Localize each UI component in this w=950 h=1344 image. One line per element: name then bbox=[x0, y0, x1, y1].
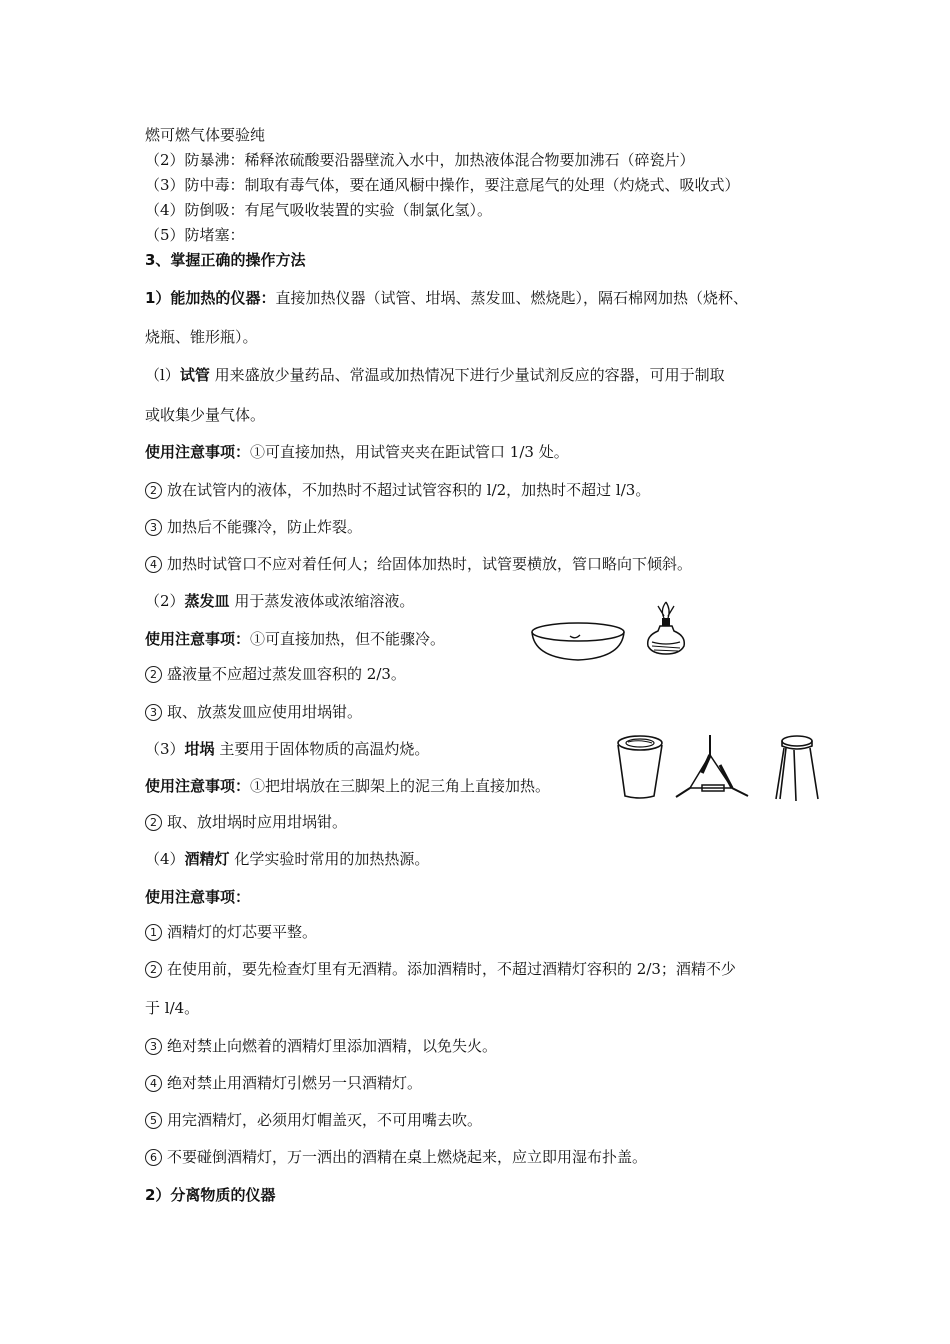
item-desc: 用于蒸发液体或浓缩溶液。 bbox=[229, 592, 415, 610]
note-text: 在使用前，要先检查灯里有无酒精。添加酒精时，不超过酒精灯容积的 2/3；酒精不少 bbox=[167, 960, 736, 978]
paragraph bbox=[145, 287, 748, 309]
note-text: ①可直接加热，但不能骤冷。 bbox=[250, 630, 446, 648]
circled-number: 3 bbox=[145, 1038, 162, 1055]
note-text: 取、放蒸发皿应使用坩埚钳。 bbox=[167, 703, 363, 721]
alcohol-lamp-figure bbox=[640, 598, 692, 656]
item-number: （l） bbox=[145, 366, 180, 384]
note-label: 使用注意事项： bbox=[145, 630, 251, 648]
note-line bbox=[145, 1146, 647, 1168]
item-desc: 主要用于固体物质的高温灼烧。 bbox=[214, 740, 430, 758]
note-text: 加热时试管口不应对着任何人；给固体加热时，试管要横放，管口略向下倾斜。 bbox=[167, 555, 693, 573]
paragraph bbox=[145, 590, 414, 612]
note-line bbox=[145, 921, 317, 943]
note-line bbox=[145, 1035, 497, 1057]
section-heading bbox=[145, 249, 305, 271]
item-name: 坩埚 bbox=[184, 740, 215, 758]
circled-number: 6 bbox=[145, 1149, 162, 1166]
circled-number: 2 bbox=[145, 961, 162, 978]
circled-number: 2 bbox=[145, 482, 162, 499]
text-line: （3）防中毒：制取有毒气体，要在通风橱中操作，要注意尾气的处理（灼烧式、吸收式） bbox=[145, 176, 740, 194]
note-line bbox=[145, 663, 406, 685]
note-line bbox=[145, 516, 362, 538]
note-text: 绝对禁止用酒精灯引燃另一只酒精灯。 bbox=[167, 1074, 423, 1092]
section-heading bbox=[145, 1184, 275, 1206]
item-number: （3） bbox=[145, 740, 185, 758]
item-number: （2） bbox=[145, 592, 185, 610]
note-line bbox=[145, 479, 650, 501]
item-name: 蒸发皿 bbox=[184, 592, 230, 610]
text-line: （2）防暴沸：稀释浓硫酸要沿器壁流入水中，加热液体混合物要加沸石（碎瓷片） bbox=[145, 151, 695, 169]
circled-number: 4 bbox=[145, 1075, 162, 1092]
note-line bbox=[145, 1109, 482, 1131]
note-label: 使用注意事项： bbox=[145, 888, 251, 906]
note-text: 盛液量不应超过蒸发皿容积的 2/3。 bbox=[167, 665, 406, 683]
paragraph-cont: 或收集少量气体。 bbox=[145, 406, 266, 424]
circled-number: 3 bbox=[145, 704, 162, 721]
item-name: 酒精灯 bbox=[184, 850, 230, 868]
note-text: 酒精灯的灯芯要平整。 bbox=[167, 923, 318, 941]
note-label: 使用注意事项： bbox=[145, 443, 251, 461]
text-line: （5）防堵塞： bbox=[145, 226, 245, 244]
note-line bbox=[145, 553, 692, 575]
circled-number: 3 bbox=[145, 519, 162, 536]
heading-text: 3、掌握正确的操作方法 bbox=[145, 251, 306, 269]
paragraph-cont: 烧瓶、锥形瓶）。 bbox=[145, 328, 258, 346]
clay-triangle-figure bbox=[672, 733, 752, 803]
note-text: 不要碰倒酒精灯，万一洒出的酒精在桌上燃烧起来，应立即用湿布扑盖。 bbox=[167, 1148, 648, 1166]
note-line bbox=[145, 701, 362, 723]
tripod-figure bbox=[770, 733, 824, 803]
note-line-cont: 于 l/4。 bbox=[145, 999, 200, 1017]
note-text: ①把坩埚放在三脚架上的泥三角上直接加热。 bbox=[250, 777, 551, 795]
item-desc: 化学实验时常用的加热热源。 bbox=[229, 850, 430, 868]
circled-number: 5 bbox=[145, 1112, 162, 1129]
evaporating-dish-figure bbox=[528, 620, 628, 665]
paragraph bbox=[145, 848, 429, 870]
note-line bbox=[145, 811, 347, 833]
item-desc: 用来盛放少量药品、常温或加热情况下进行少量试剂反应的容器，可用于制取 bbox=[209, 366, 725, 384]
note-line bbox=[145, 775, 550, 797]
note-line bbox=[145, 958, 736, 980]
note-text: 用完酒精灯，必须用灯帽盖灭，不可用嘴去吹。 bbox=[167, 1111, 483, 1129]
circled-number: 4 bbox=[145, 556, 162, 573]
subheading: 1）能加热的仪器： bbox=[145, 289, 276, 307]
crucible-figure bbox=[614, 733, 666, 801]
note-label: 使用注意事项： bbox=[145, 777, 251, 795]
note-heading bbox=[145, 886, 250, 908]
note-text: ①可直接加热，用试管夹夹在距试管口 1/3 处。 bbox=[250, 443, 569, 461]
note-line bbox=[145, 628, 445, 650]
note-text: 放在试管内的液体，不加热时不超过试管容积的 l/2，加热时不超过 l/3。 bbox=[167, 481, 651, 499]
circled-number: 1 bbox=[145, 924, 162, 941]
circled-number: 2 bbox=[145, 666, 162, 683]
circled-number: 2 bbox=[145, 814, 162, 831]
note-text: 绝对禁止向燃着的酒精灯里添加酒精，以免失火。 bbox=[167, 1037, 498, 1055]
text-line: （4）防倒吸：有尾气吸收装置的实验（制氯化氢）。 bbox=[145, 201, 493, 219]
note-text: 加热后不能骤冷，防止炸裂。 bbox=[167, 518, 363, 536]
paragraph-text: 直接加热仪器（试管、坩埚、蒸发皿、燃烧匙），隔石棉网加热（烧杯、 bbox=[275, 289, 748, 307]
paragraph bbox=[145, 738, 429, 760]
item-number: （4） bbox=[145, 850, 185, 868]
paragraph bbox=[145, 364, 725, 386]
heading-text: 2）分离物质的仪器 bbox=[145, 1186, 276, 1204]
note-line bbox=[145, 1072, 422, 1094]
item-name: 试管 bbox=[179, 366, 210, 384]
note-line bbox=[145, 441, 569, 463]
note-text: 取、放坩埚时应用坩埚钳。 bbox=[167, 813, 348, 831]
text-line: 燃可燃气体要验纯 bbox=[145, 126, 266, 144]
